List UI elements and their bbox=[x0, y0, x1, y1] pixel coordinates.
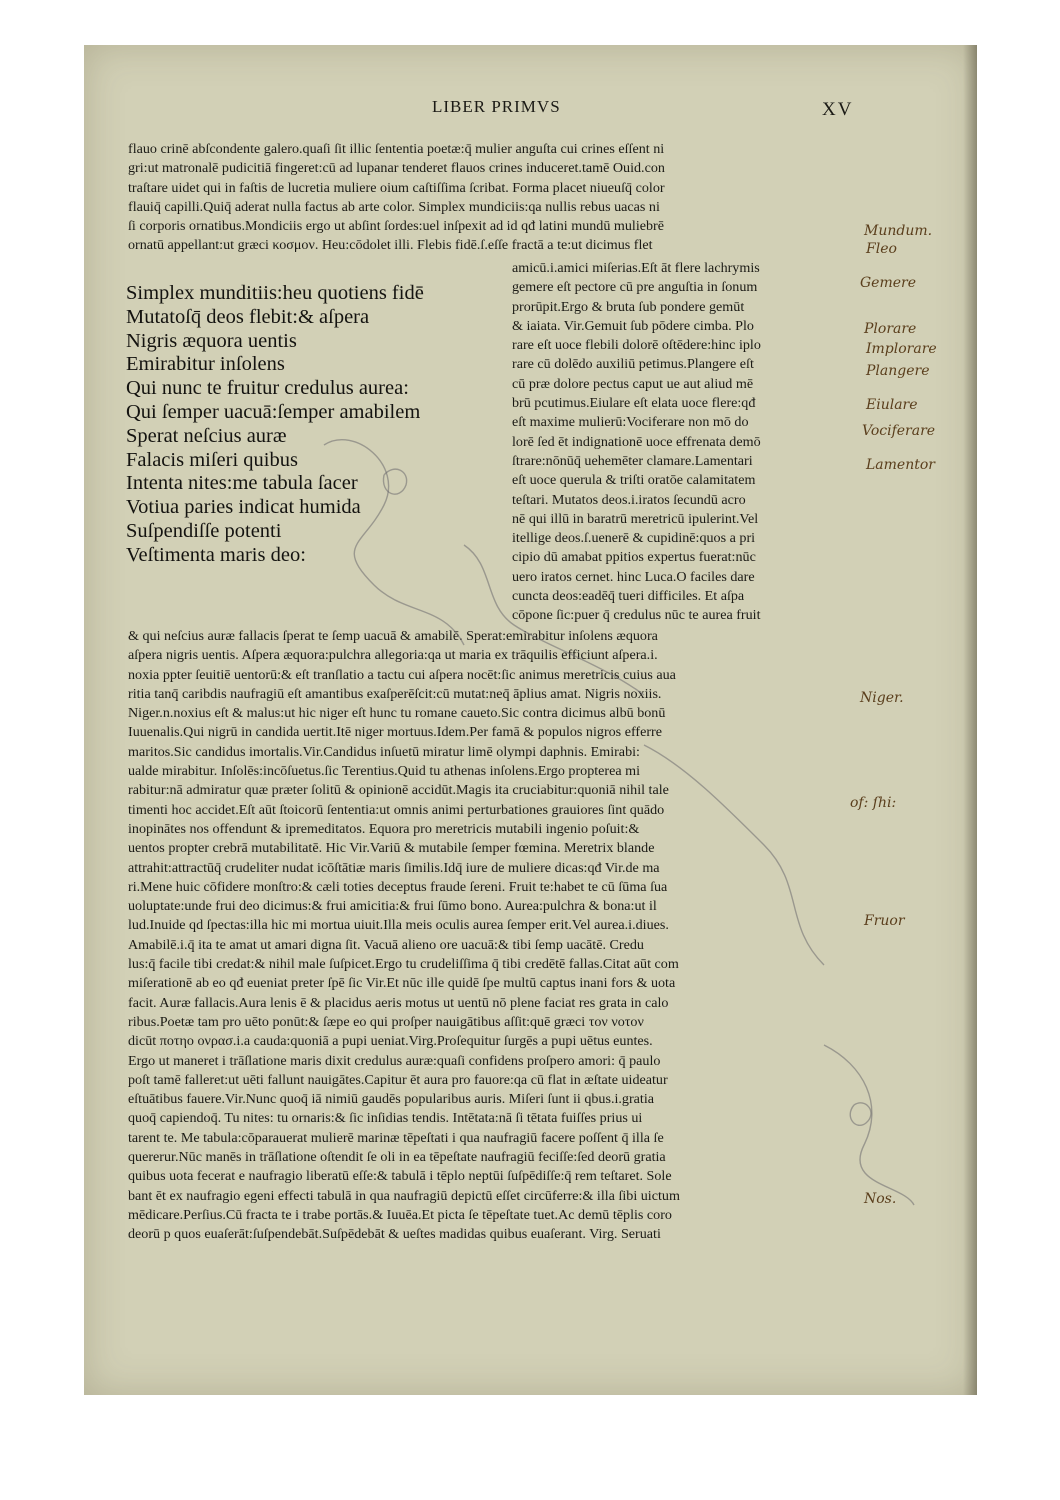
commentary-line: ſtrare:nōnūq̄ uehemēter clamare.Lamentari bbox=[512, 452, 753, 469]
pencil-scribble-marks bbox=[84, 45, 977, 1395]
commentary-line: brū pcutimus.Eiulare eſt elata uoce flere:qđ bbox=[512, 395, 756, 412]
commentary-line: uentos propter crebrā mutabilitatē. Hic Vir.Variū & mutabile ſemper fœmina. Meretrix blande bbox=[128, 840, 655, 857]
commentary-line: gri:ut matronalē pudicitiā fingeret:cū ad lupanar tenderet flauos crines induceret.tamē Ouid.con bbox=[128, 160, 665, 177]
commentary-line: tarent te. Me tabula:cōparauerat mulierē marinæ tēpeſtati i qua naufragiū facere poſſent q̄ illa ſe bbox=[128, 1129, 664, 1146]
verse-line: Simplex munditiis:heu quotiens fidē bbox=[126, 282, 424, 304]
margin-note: Plangere bbox=[866, 363, 930, 379]
commentary-line: lorē ſed ēt indignationē uoce effrenata demō bbox=[512, 433, 761, 450]
commentary-line: Niger.n.noxius eſt & malus:ut hic niger eſt hunc tu romane caueto.Sic contra dicimus albū bonū bbox=[128, 705, 666, 722]
manuscript-page bbox=[84, 45, 977, 1395]
commentary-line: & iaiata. Vir.Gemuit ſub pōdere cimba. Plo bbox=[512, 317, 754, 334]
margin-note: Eiulare bbox=[866, 397, 918, 413]
margin-note: Fruor bbox=[864, 913, 905, 929]
commentary-line: eſt maxime mulierū:Vociferare non mō do bbox=[512, 414, 749, 431]
commentary-line: eſtuātibus fauere.Vir.Nunc quoq̄ iā nimiū gaudēs popularibus auris. Miſeri ſunt ii qbus.i.gratia bbox=[128, 1091, 654, 1108]
commentary-line: gemere eſt pectore cū pre anguſtia in ſonum bbox=[512, 279, 758, 296]
verse-line: Falacis miſeri quibus bbox=[126, 448, 298, 471]
commentary-line: quoq̄ capiendoq̄. Tu nites: tu ornaris:& ſic inſidias tendis. Intētata:nā ſi tētata fuiſſes prius ui bbox=[128, 1110, 643, 1127]
commentary-line: noxia ppter ſeuitiē uentorū:& eſt tranſlatio a tactu cui aſpera nocēt:ſic animus meretricis cuius aua bbox=[128, 666, 676, 683]
commentary-line: quererur.Nūc manēs in trāſlatione oſtendit ſe oli in ea tēpeſtate naufragiū feciſſe:ſed deorū gratia bbox=[128, 1149, 666, 1166]
folio-number: XV bbox=[822, 99, 854, 120]
verse-line: Emirabitur inſolens bbox=[126, 353, 285, 376]
commentary-line: mēdicare.Perſius.Cū fracta te i trabe portās.& Iuuēa.Et picta ſe tēpeſtate tuet.Ac demū tēplis coro bbox=[128, 1206, 672, 1223]
verse-line: Votiua paries indicat humida bbox=[126, 496, 361, 519]
running-head: LIBER PRIMVS bbox=[432, 97, 561, 116]
commentary-line: & qui neſcius auræ fallacis ſperat te ſemp uacuā & amabilē. Sperat:emirabitur inſolens æquora bbox=[128, 628, 658, 644]
commentary-line: ritia tanq̄ caribdis naufragiū eſt amantibus exaſperēſcit:cū mutat:neq̄ āplius amat. Nigris noxiis. bbox=[128, 685, 662, 702]
verse-line: Intenta nites:me tabula ſacer bbox=[126, 472, 358, 495]
margin-note: Mundum. bbox=[864, 223, 933, 239]
commentary-line: rabitur:nā admiratur quæ præter ſolitū & opinionē accidūt.Magis ita cruciabitur:quoniā nihil tale bbox=[128, 782, 669, 799]
commentary-line: deorū p quos euaſerāt:ſuſpendebāt.Suſpēdebāt & ueſtes madidas quibus euaſerant. Virg. Seruati bbox=[128, 1226, 661, 1243]
commentary-line: flauiq̄ capilli.Quiq̄ aderat nulla factus ab arte color. Simplex mundiciis:qa nullis rebus uacas ni bbox=[128, 198, 660, 215]
commentary-line: cuncta deos:eadēq̄ tueri difficiles. Et aſpa bbox=[512, 588, 745, 605]
commentary-line: rare eſt uoce flebili dolorē oſtēdere:hinc iplo bbox=[512, 337, 761, 354]
commentary-line: amicū.i.amici miſerias.Eſt āt flere lachrymis bbox=[512, 260, 760, 276]
commentary-line: timenti hoc accidet.Eſt aūt ſtoicorū ſententia:ut omnis animi perturbationes grauiores ſint quādo bbox=[128, 801, 665, 818]
commentary-line: attrahit:attractūq̄ crudeliter nudat icōſtātiæ maris ſimilis.Idq̄ iure de muliere dicas:qđ Vir.de ma bbox=[128, 859, 660, 876]
margin-note: Nos. bbox=[864, 1191, 897, 1207]
commentary-line: ſi corporis ornatibus.Mondiciis ergo ut abſint ſordes:uel inſpexit ad id qđ latini mundū muliebrē bbox=[128, 218, 665, 235]
commentary-line: ornatū appellant:ut græci κοσμον. Heu:cōdolet illi. Flebis fidē.ſ.eſſe fractā a te:ut dicimus flet bbox=[128, 237, 653, 254]
commentary-line: Iuuenalis.Qui nigrū in candida uertit.Itē niger mortuus.Idem.Per famā & populos nigros efferre bbox=[128, 724, 662, 741]
commentary-line: traſtare uidet qui in faſtis de lucretia muliere oium caſtiſſima ſcribat. Forma placet niueuſq̄ color bbox=[128, 179, 665, 196]
commentary-line: lus:q̄ facile tibi credat:& nihil male ſuſpicet.Ergo tu crudeliſſima q̄ tibi credētē fallas.Citat aūt com bbox=[128, 956, 679, 973]
commentary-line: poſt tamē falleret:ut uēti fallunt nauigātes.Capitur ēt aura pro fauore:qa cū flat in æſtate uideatur bbox=[128, 1071, 668, 1088]
margin-note: Fleo bbox=[866, 241, 897, 257]
commentary-line: aſpera nigris uentis. Aſpera æquora:pulchra allegoria:qa ut maria ex trāquilis efficiunt aſpera.i. bbox=[128, 647, 658, 664]
verse-line: Sperat neſcius auræ bbox=[126, 424, 287, 447]
commentary-line: facit. Auræ fallacis.Aura lenis ē & placidus aeris motus ut uentū nō plene faciat res grata in calo bbox=[128, 994, 669, 1011]
commentary-line: eſt uoce querula & triſti oratōe calamitatem bbox=[512, 472, 756, 489]
commentary-line: cipio dū amabat ppitios expertus fuerat:nūc bbox=[512, 549, 756, 566]
commentary-line: bant ēt ex naufragio egeni effecti tabulā in qua naufragiū depictū eſſet circūferre:& illa ſibi uictum bbox=[128, 1187, 680, 1204]
commentary-line: quibus uota fecerat e naufragio liberatū eſſe:& tabulā i tēplo neptūi ſuſpēdiſſe:q̄ rem teſtaret. Sole bbox=[128, 1168, 672, 1185]
verse-line: Nigris æquora uentis bbox=[126, 329, 297, 352]
margin-note: Lamentor bbox=[866, 457, 935, 473]
margin-note: Plorare bbox=[864, 321, 917, 337]
verse-line: Mutatoſq̄ deos flebit:& aſpera bbox=[126, 305, 370, 328]
commentary-line: ri.Mene huic cōfidere monſtro:& cæli toties deceptus fraude ſereni. Fruit te:habet te cū ſūma ſua bbox=[128, 878, 668, 895]
verse-line: Suſpendiſſe potenti bbox=[126, 519, 282, 542]
verse-line: Veſtimenta maris deo: bbox=[126, 543, 306, 566]
commentary-line: flauo crinē abſcondente galero.quaſi ſit illic ſententia poetæ:q̄ mulier anguſta cui crines eſſent ni bbox=[128, 141, 665, 157]
commentary-line: rare cū dolēdo auxiliū petimus.Plangere eſt bbox=[512, 356, 754, 373]
commentary-line: cū præ dolore pectus caput ue aut aliud mē bbox=[512, 375, 754, 392]
commentary-line: inopinātes nos offendunt & ipremeditatos. Equora pro meretricis mutabili ingenio poſuit:& bbox=[128, 820, 640, 837]
commentary-line: teſtari. Mutatos deos.i.iratos ſecundū acro bbox=[512, 491, 746, 508]
commentary-line: ribus.Poetæ tam pro uēto ponūt:& ſæpe eo qui proſper nauigātibus aſſit:quē græci τον νοτον bbox=[128, 1013, 644, 1030]
commentary-line: prorūpit.Ergo & bruta ſub pondere gemūt bbox=[512, 298, 745, 315]
commentary-line: Ergo ut maneret i trāſlatione maris dixit credulus auræ:quaſi confidens proſpero amori: q̄ paulo bbox=[128, 1052, 661, 1069]
commentary-line: uero iratos cernet. hinc Luca.O faciles dare bbox=[512, 568, 755, 585]
margin-note: Vociferare bbox=[862, 423, 936, 439]
commentary-line: Amabilē.i.q̄ ita te amat ut amari digna ſit. Vacuā alieno ore uacuā:& tibi ſemp uacātē. Credu bbox=[128, 936, 644, 953]
commentary-line: maritos.Sic candidus imortalis.Vir.Candidus inſuetū miratur limē olympi daphnis. Emirabi: bbox=[128, 743, 640, 760]
margin-note: of: ſhi: bbox=[850, 795, 897, 811]
verse-line: Qui ſemper uacuā:ſemper amabilem bbox=[126, 400, 421, 423]
commentary-line: cōpone ſic:puer q̄ credulus nūc te aurea fruit bbox=[512, 607, 761, 624]
margin-note: Niger. bbox=[860, 690, 904, 706]
margin-note: Implorare bbox=[866, 341, 937, 357]
commentary-line: miſerationē ab eo qđ eueniat preter ſpē ſic Vir.Et nūc ille quidē ſpe multū captus inani fors & uota bbox=[128, 975, 676, 992]
commentary-line: itellige deos.ſ.uenerē & cupidinē:quos a pri bbox=[512, 530, 756, 547]
commentary-line: lud.Inuide qd ſpectas:illa hic mi mortua uiuit.Illa meis oculis aurea ſemper erit.Vel aurea.i.diues. bbox=[128, 917, 669, 934]
margin-note: Gemere bbox=[860, 275, 917, 291]
verse-line: Qui nunc te fruitur credulus aurea: bbox=[126, 377, 409, 400]
commentary-line: nē qui illū in baratrū meretricū ipulerint.Vel bbox=[512, 510, 759, 527]
commentary-line: uoluptate:unde frui deo dicimus:& frui amicitia:& frui ſūmo bono. Aurea:pulchra & bona:ut il bbox=[128, 898, 657, 915]
commentary-line: ualde mirabitur. Inſolēs:incōſuetus.ſic Terentius.Quid tu athenas inſolens.Ergo propterea mi bbox=[128, 763, 641, 780]
commentary-line: dicūt ποτηο ονρασ.i.a cauda:quoniā a pupi ueniat.Virg.Proſequitur ſurgēs a pupi uētus euntes. bbox=[128, 1033, 653, 1050]
